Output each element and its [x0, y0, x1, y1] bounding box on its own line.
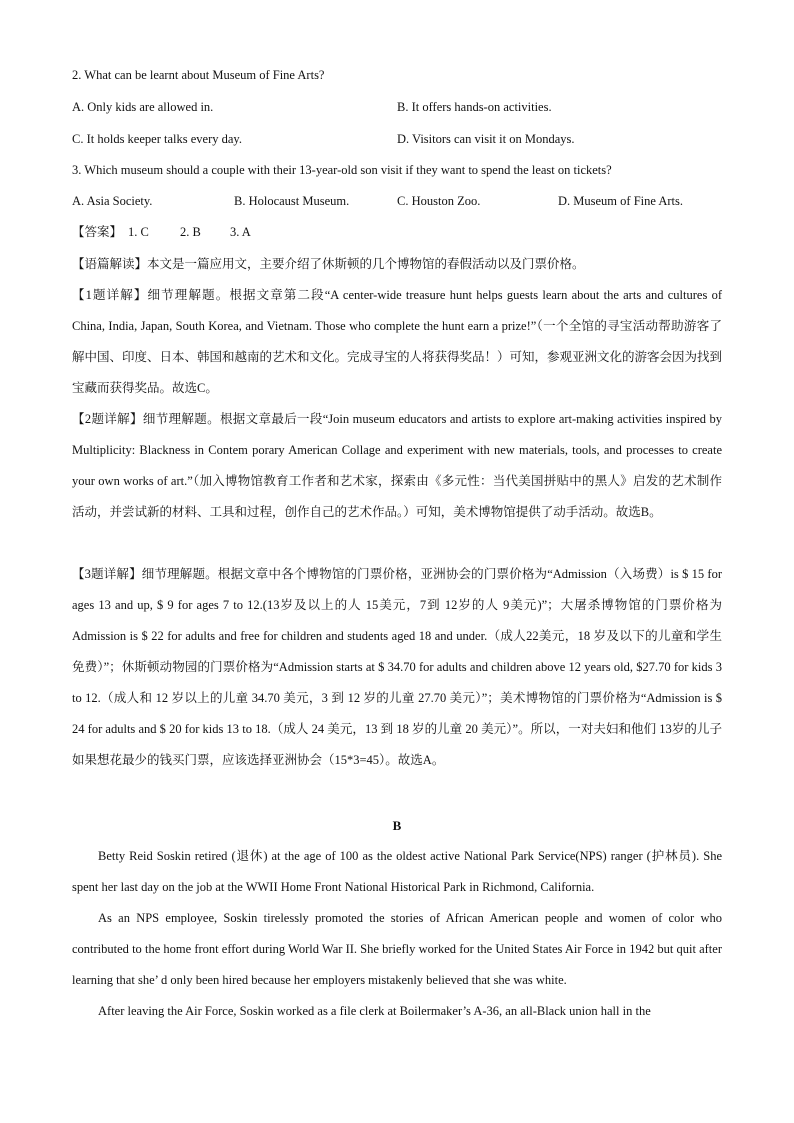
question-3-option-a: A. Asia Society. — [72, 194, 153, 208]
analysis-question-1: 【1题详解】细节理解题。根据文章第二段“A center-wide treasure hunt helps guests learn about the arts and cultures of China, India, Japan, South Korea, and Vietnam. Those who complete the hunt earn a prize!”（一个全馆的寻宝活动帮助游客了解中国、印度、日本、韩国和越南的艺术和文化。完成寻宝的人将获得奖品！）可知，参观亚洲文化的游客会因为找到宝藏而获得奖品。故选C。 — [72, 288, 723, 395]
passage-paragraph: After leaving the Air Force, Soskin worked as a file clerk at Boilermaker’s A-36, an all-Black union hall in the — [98, 1004, 651, 1018]
question-2-option-d: D. Visitors can visit it on Mondays. — [397, 132, 575, 146]
question-2-stem: 2. What can be learnt about Museum of Fine Arts? — [72, 68, 325, 82]
question-2-option-c: C. It holds keeper talks every day. — [72, 132, 242, 146]
question-3-stem: 3. Which museum should a couple with their 13-year-old son visit if they want to spend the least on tickets? — [72, 163, 612, 177]
answer-item-3: 3. A — [230, 225, 251, 239]
question-3-option-c: C. Houston Zoo. — [397, 194, 481, 208]
answer-label: 【答案】 — [72, 225, 123, 239]
answer-item-1: 1. C — [128, 225, 149, 239]
analysis-question-2: 【2题详解】细节理解题。根据文章最后一段“Join museum educators and artists to explore art-making activities inspired by Multiplicity: Blackness in Contem porary American Collage and experiment with new materials, tools, and processes to create your own works of art.”（加入博物馆教育工作者和艺术家，探索由《多元性：当代美国拼贴中的黑人》启发的艺术制作活动，并尝试新的材料、工具和过程，创作自己的艺术作品。）可知，美术博物馆提供了动手活动。故选B。 — [72, 412, 722, 519]
passage-paragraph: Betty Reid Soskin retired (退休) at the age of 100 as the oldest active National Park Service(NPS) ranger (护林员). She spent her last day on the job at the WWII Home Front National Historical Park in Richmond, California. — [72, 849, 722, 894]
question-2-options-row-1 — [72, 99, 722, 115]
question-2-option-a: A. Only kids are allowed in. — [72, 100, 214, 114]
question-2-options-row-2 — [72, 131, 722, 147]
answer-item-2: 2. B — [180, 225, 201, 239]
question-3-options-row — [72, 193, 722, 209]
question-2-option-b: B. It offers hands-on activities. — [397, 100, 552, 114]
passage-paragraph: As an NPS employee, Soskin tirelessly promoted the stories of African American people and women of color who contributed to the home front effort during World War II. She briefly worked for the United States Air Force in 1942 but quit after learning that she’ d only been hired because her employers mistakenly believed that she was white. — [72, 911, 722, 987]
question-3-option-b: B. Holocaust Museum. — [234, 194, 350, 208]
analysis-intro: 【语篇解读】本文是一篇应用文，主要介绍了休斯顿的几个博物馆的春假活动以及门票价格。 — [72, 257, 585, 271]
analysis-question-3: 【3题详解】细节理解题。根据文章中各个博物馆的门票价格，亚洲协会的门票价格为“Admission（入场费）is $ 15 for ages 13 and up, $ 9 for ages 7 to 12.(13岁及以上的人 15美元，7到 12岁的人 9美元)”；大屠杀博物馆的门票价格为Admission is $ 22 for adults and free for children and students aged 18 and under.（成人22美元，18 岁及以下的儿童和学生免费）”；休斯顿动物园的门票价格为“Admission starts at $ 34.70 for adults and children above 12 years old, $27.70 for kids 3 to 12.（成人和 12 岁以上的儿童 34.70 美元，3 到 12 岁的儿童 27.70 美元）”；美术博物馆的门票价格为“Admission is $ 24 for adults and $ 20 for kids 13 to 18.（成人 24 美元，13 到 18 岁的儿童 20 美元）”。所以，一对夫妇和他们 13岁的儿子如果想花最少的钱买门票，应该选择亚洲协会（15*3=45）。故选A。 — [72, 567, 722, 767]
answer-row — [72, 224, 722, 240]
question-3-option-d: D. Museum of Fine Arts. — [558, 194, 683, 208]
section-b-heading: B — [392, 818, 402, 833]
